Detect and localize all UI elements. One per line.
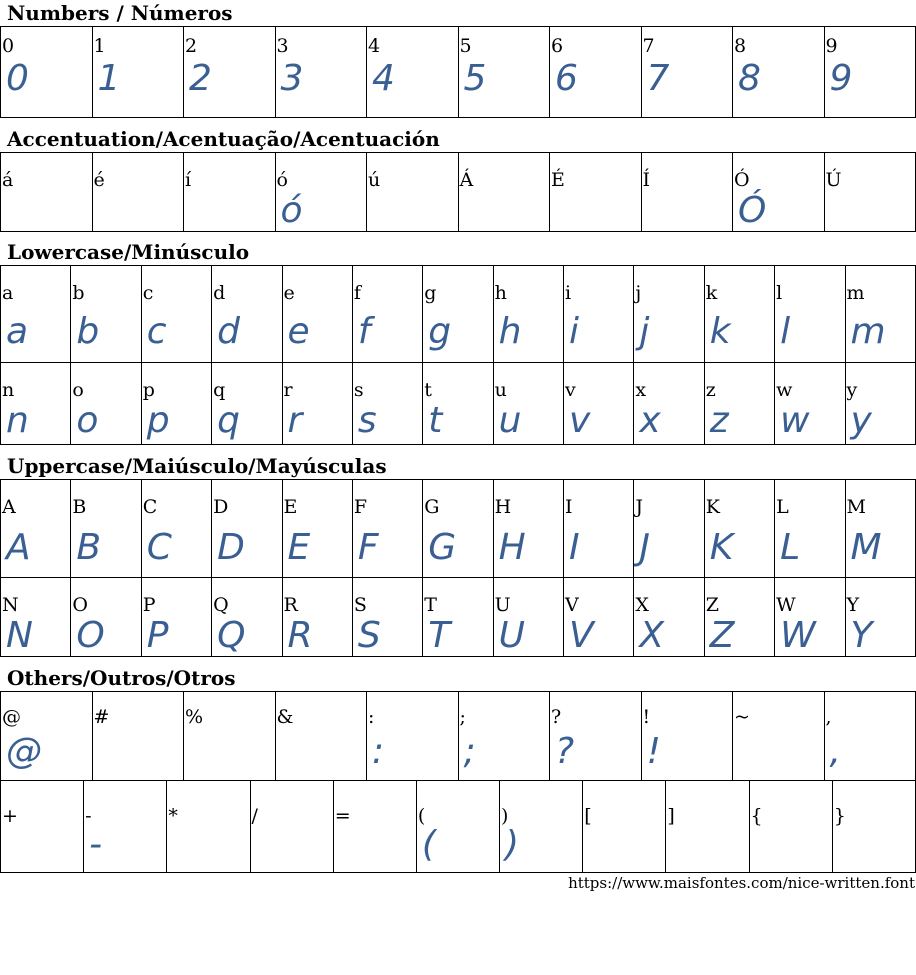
- glyph-sample: M: [850, 527, 882, 568]
- glyph-cell-lowercase-1-0: [1, 363, 71, 445]
- glyph-cell-lowercase-1-8: [564, 363, 634, 445]
- glyph-sample: (: [421, 824, 436, 865]
- glyph-label: 0: [2, 35, 15, 57]
- glyph-cell-uppercase-0-8: [564, 480, 634, 578]
- glyph-cell-uppercase-1-2: [141, 578, 211, 657]
- source-url: https://www.maisfontes.com/nice-written.font: [568, 874, 915, 892]
- glyph-label: ó: [276, 169, 288, 191]
- glyph-label: +: [2, 805, 18, 827]
- glyph-label: u: [494, 379, 507, 401]
- glyph-label: ?: [551, 706, 562, 728]
- glyph-sample: 8: [738, 58, 761, 99]
- glyph-label: Á: [459, 169, 474, 191]
- glyph-cell-lowercase-1-12: [845, 363, 915, 445]
- glyph-sample: a: [6, 311, 29, 352]
- glyph-sample: ó: [280, 190, 303, 231]
- glyph-cell-others-0-8: [733, 692, 825, 781]
- section-title-numbers: Numbers / Números: [7, 1, 233, 25]
- glyph-sample: q: [217, 400, 240, 441]
- glyph-cell-lowercase-1-9: [634, 363, 704, 445]
- glyph-label: h: [494, 282, 507, 304]
- glyph-sample: N: [6, 615, 33, 656]
- glyph-cell-uppercase-0-1: [71, 480, 141, 578]
- glyph-sample: E: [287, 527, 311, 568]
- glyph-label: X: [635, 594, 649, 616]
- glyph-cell-numbers-0-6: [550, 27, 642, 118]
- glyph-cell-others-1-2: [167, 781, 250, 873]
- glyph-label: :: [368, 706, 375, 728]
- glyph-sample: 3: [280, 58, 304, 99]
- glyph-cell-numbers-0-8: [733, 27, 825, 118]
- glyph-cell-lowercase-1-11: [775, 363, 845, 445]
- glyph-sample: Z: [709, 615, 735, 656]
- glyph-label: o: [72, 379, 84, 401]
- glyph-sample: U: [498, 615, 525, 656]
- glyph-sample: @: [6, 731, 42, 772]
- glyph-label: q: [213, 379, 226, 401]
- glyph-label: &: [276, 706, 294, 728]
- glyph-sample: A: [6, 527, 31, 568]
- glyph-label: !: [642, 706, 651, 728]
- glyph-sample: Ó: [738, 190, 767, 231]
- glyph-label: D: [213, 496, 229, 518]
- glyph-label: p: [142, 379, 155, 401]
- glyph-sample: 1: [97, 58, 121, 99]
- glyph-cell-uppercase-1-1: [71, 578, 141, 657]
- glyph-label: (: [417, 805, 426, 827]
- glyph-sample: n: [6, 400, 29, 441]
- glyph-cell-lowercase-0-5: [352, 266, 422, 363]
- glyph-cell-accents-0-8: [733, 153, 825, 232]
- others-grid-2: [0, 780, 916, 873]
- glyph-label: l: [776, 282, 783, 304]
- glyph-cell-others-0-2: [184, 692, 276, 781]
- glyph-sample: r: [287, 400, 303, 441]
- glyph-sample: l: [780, 311, 791, 352]
- glyph-cell-numbers-0-2: [184, 27, 276, 118]
- glyph-cell-others-1-10: [832, 781, 915, 873]
- glyph-cell-lowercase-0-4: [282, 266, 352, 363]
- glyph-cell-uppercase-0-12: [845, 480, 915, 578]
- glyph-sample: k: [709, 311, 731, 352]
- glyph-label: É: [551, 169, 565, 191]
- glyph-cell-uppercase-1-3: [212, 578, 282, 657]
- glyph-cell-others-1-1: [84, 781, 167, 873]
- glyph-cell-others-1-7: [583, 781, 666, 873]
- glyph-label: b: [72, 282, 85, 304]
- glyph-sample: T: [428, 615, 451, 656]
- glyph-cell-lowercase-0-9: [634, 266, 704, 363]
- glyph-cell-numbers-0-9: [824, 27, 916, 118]
- glyph-label: L: [776, 496, 789, 518]
- glyph-cell-lowercase-0-0: [1, 266, 71, 363]
- glyph-label: v: [565, 379, 576, 401]
- glyph-label: c: [142, 282, 154, 304]
- accents-grid: [0, 152, 916, 232]
- glyph-cell-uppercase-0-0: [1, 480, 71, 578]
- glyph-label: %: [185, 706, 204, 728]
- glyph-sample: j: [639, 311, 650, 352]
- glyph-sample: X: [639, 615, 665, 656]
- glyph-label: x: [635, 379, 647, 401]
- glyph-sample: H: [498, 527, 526, 568]
- glyph-cell-uppercase-0-9: [634, 480, 704, 578]
- glyph-sample: W: [780, 615, 816, 656]
- glyph-label: {: [750, 805, 763, 827]
- glyph-sample: C: [146, 527, 172, 568]
- glyph-cell-others-1-3: [250, 781, 333, 873]
- glyph-label: ;: [459, 706, 466, 728]
- glyph-cell-accents-0-1: [92, 153, 184, 232]
- glyph-cell-accents-0-4: [367, 153, 459, 232]
- glyph-label: V: [565, 594, 579, 616]
- glyph-cell-uppercase-1-5: [352, 578, 422, 657]
- glyph-cell-lowercase-1-2: [141, 363, 211, 445]
- glyph-label: g: [424, 282, 437, 304]
- glyph-sample: L: [780, 527, 801, 568]
- glyph-label: I: [565, 496, 573, 518]
- glyph-cell-uppercase-0-5: [352, 480, 422, 578]
- glyph-cell-others-0-6: [550, 692, 642, 781]
- glyph-sample: i: [569, 311, 580, 352]
- glyph-label: C: [142, 496, 158, 518]
- glyph-label: H: [494, 496, 512, 518]
- glyph-label: E: [283, 496, 298, 518]
- glyph-label: 1: [93, 35, 106, 57]
- glyph-label: Q: [213, 594, 229, 616]
- glyph-cell-lowercase-1-3: [212, 363, 282, 445]
- glyph-label: ,: [825, 706, 832, 728]
- glyph-cell-others-0-1: [92, 692, 184, 781]
- glyph-cell-uppercase-1-6: [423, 578, 493, 657]
- glyph-label: T: [424, 594, 437, 616]
- glyph-label: U: [494, 594, 511, 616]
- glyph-sample: ,: [829, 731, 841, 772]
- glyph-cell-uppercase-1-9: [634, 578, 704, 657]
- glyph-label: M: [846, 496, 866, 518]
- glyph-sample: ): [505, 824, 520, 865]
- glyph-cell-lowercase-0-1: [71, 266, 141, 363]
- glyph-cell-others-1-5: [416, 781, 499, 873]
- glyph-label: N: [2, 594, 19, 616]
- glyph-label: d: [213, 282, 226, 304]
- glyph-sample: I: [569, 527, 580, 568]
- glyph-label: Í: [642, 169, 651, 191]
- glyph-label: e: [283, 282, 295, 304]
- glyph-label: /: [251, 805, 258, 827]
- glyph-cell-lowercase-1-7: [493, 363, 563, 445]
- glyph-label: F: [353, 496, 368, 518]
- glyph-sample: z: [709, 400, 729, 441]
- glyph-label: R: [283, 594, 298, 616]
- glyph-label: @: [2, 706, 21, 728]
- glyph-cell-numbers-0-4: [367, 27, 459, 118]
- glyph-sample: ;: [463, 731, 476, 772]
- glyph-label: #: [93, 706, 110, 728]
- glyph-label: 3: [276, 35, 289, 57]
- glyph-cell-others-0-0: [1, 692, 93, 781]
- glyph-label: B: [72, 496, 87, 518]
- glyph-sample: f: [357, 311, 371, 352]
- glyph-cell-accents-0-6: [550, 153, 642, 232]
- glyph-label: 4: [368, 35, 381, 57]
- glyph-label: O: [72, 594, 88, 616]
- glyph-cell-numbers-0-7: [641, 27, 733, 118]
- glyph-label: ~: [734, 706, 750, 728]
- glyph-cell-lowercase-0-10: [704, 266, 774, 363]
- glyph-label: K: [705, 496, 720, 518]
- glyph-cell-lowercase-0-8: [564, 266, 634, 363]
- glyph-sample: h: [498, 311, 522, 352]
- glyph-cell-uppercase-1-0: [1, 578, 71, 657]
- glyph-label: t: [424, 379, 432, 401]
- glyph-cell-others-0-4: [367, 692, 459, 781]
- glyph-cell-others-0-9: [824, 692, 916, 781]
- glyph-cell-uppercase-0-4: [282, 480, 352, 578]
- glyph-cell-lowercase-0-2: [141, 266, 211, 363]
- glyph-sample: t: [428, 400, 443, 441]
- glyph-cell-others-1-4: [333, 781, 416, 873]
- glyph-label: Ú: [825, 169, 842, 191]
- glyph-label: G: [424, 496, 440, 518]
- glyph-sample: J: [639, 527, 650, 568]
- glyph-cell-accents-0-9: [824, 153, 916, 232]
- glyph-label: -: [85, 805, 92, 827]
- glyph-label: =: [334, 805, 351, 827]
- glyph-cell-others-1-0: [1, 781, 84, 873]
- glyph-label: j: [635, 282, 642, 304]
- glyph-label: ú: [368, 169, 381, 191]
- glyph-cell-others-0-7: [641, 692, 733, 781]
- glyph-sample: K: [709, 527, 734, 568]
- glyph-cell-uppercase-0-10: [704, 480, 774, 578]
- glyph-cell-lowercase-1-5: [352, 363, 422, 445]
- glyph-sample: o: [76, 400, 99, 441]
- glyph-cell-uppercase-1-8: [564, 578, 634, 657]
- glyph-sample: 6: [555, 58, 578, 99]
- glyph-sample: F: [357, 527, 379, 568]
- glyph-sample: e: [287, 311, 310, 352]
- glyph-sample: g: [428, 311, 452, 352]
- glyph-cell-lowercase-0-7: [493, 266, 563, 363]
- glyph-sample: m: [850, 311, 886, 352]
- glyph-sample: -: [89, 824, 103, 865]
- glyph-cell-uppercase-1-10: [704, 578, 774, 657]
- uppercase-grid: [0, 479, 916, 657]
- glyph-label: n: [2, 379, 15, 401]
- glyph-sample: D: [217, 527, 245, 568]
- section-title-lowercase: Lowercase/Minúsculo: [7, 240, 250, 264]
- glyph-sample: G: [428, 527, 457, 568]
- glyph-sample: c: [146, 311, 167, 352]
- glyph-cell-numbers-0-5: [458, 27, 550, 118]
- glyph-cell-uppercase-0-3: [212, 480, 282, 578]
- glyph-sample: x: [639, 400, 661, 441]
- glyph-cell-others-0-5: [458, 692, 550, 781]
- glyph-sample: B: [76, 527, 102, 568]
- glyph-sample: v: [569, 400, 591, 441]
- numbers-grid: [0, 26, 916, 118]
- glyph-label: }: [833, 805, 846, 827]
- glyph-label: S: [353, 594, 367, 616]
- glyph-cell-accents-0-3: [275, 153, 367, 232]
- glyph-label: i: [565, 282, 572, 304]
- section-title-accents: Accentuation/Acentuação/Acentuación: [7, 127, 440, 151]
- lowercase-grid: [0, 265, 916, 445]
- glyph-cell-uppercase-1-11: [775, 578, 845, 657]
- glyph-cell-lowercase-1-4: [282, 363, 352, 445]
- glyph-cell-uppercase-0-11: [775, 480, 845, 578]
- glyph-cell-numbers-0-1: [92, 27, 184, 118]
- glyph-cell-numbers-0-3: [275, 27, 367, 118]
- glyph-label: z: [705, 379, 716, 401]
- glyph-label: Ó: [734, 169, 750, 191]
- glyph-label: 2: [185, 35, 198, 57]
- glyph-label: a: [2, 282, 14, 304]
- glyph-sample: s: [357, 400, 377, 441]
- glyph-label: k: [705, 282, 718, 304]
- glyph-sample: 2: [189, 58, 212, 99]
- glyph-cell-lowercase-0-6: [423, 266, 493, 363]
- glyph-label: r: [283, 379, 293, 401]
- glyph-cell-lowercase-1-6: [423, 363, 493, 445]
- glyph-label: A: [2, 496, 16, 518]
- glyph-label: 5: [459, 35, 472, 57]
- glyph-cell-uppercase-0-2: [141, 480, 211, 578]
- glyph-sample: O: [76, 615, 105, 656]
- glyph-cell-uppercase-1-7: [493, 578, 563, 657]
- glyph-cell-lowercase-1-1: [71, 363, 141, 445]
- glyph-label: 6: [551, 35, 564, 57]
- glyph-sample: Q: [217, 615, 246, 656]
- glyph-sample: :: [372, 731, 385, 772]
- glyph-cell-lowercase-0-12: [845, 266, 915, 363]
- glyph-sample: 7: [646, 58, 670, 99]
- glyph-label: 8: [734, 35, 747, 57]
- glyph-sample: b: [76, 311, 100, 352]
- glyph-sample: !: [646, 731, 661, 772]
- glyph-label: é: [93, 169, 105, 191]
- glyph-label: s: [353, 379, 364, 401]
- glyph-label: Z: [705, 594, 719, 616]
- glyph-label: Y: [846, 594, 860, 616]
- glyph-cell-uppercase-1-4: [282, 578, 352, 657]
- glyph-cell-uppercase-1-12: [845, 578, 915, 657]
- glyph-label: í: [185, 169, 192, 191]
- glyph-sample: w: [780, 400, 810, 441]
- glyph-label: 9: [825, 35, 838, 57]
- glyph-label: f: [353, 282, 361, 304]
- glyph-cell-lowercase-0-3: [212, 266, 282, 363]
- glyph-label: 7: [642, 35, 655, 57]
- glyph-label: w: [776, 379, 793, 401]
- glyph-sample: V: [569, 615, 594, 656]
- glyph-label: P: [142, 594, 156, 616]
- others-grid-1: [0, 691, 916, 781]
- glyph-sample: 0: [6, 58, 29, 99]
- glyph-sample: 9: [829, 58, 853, 99]
- glyph-sample: P: [146, 615, 169, 656]
- glyph-cell-accents-0-7: [641, 153, 733, 232]
- glyph-cell-lowercase-1-10: [704, 363, 774, 445]
- glyph-sample: ?: [555, 731, 575, 772]
- glyph-label: *: [168, 805, 178, 827]
- glyph-cell-accents-0-2: [184, 153, 276, 232]
- glyph-label: J: [635, 496, 643, 518]
- glyph-cell-accents-0-5: [458, 153, 550, 232]
- glyph-label: á: [2, 169, 14, 191]
- glyph-sample: y: [850, 400, 872, 441]
- glyph-sample: 5: [463, 58, 487, 99]
- glyph-cell-numbers-0-0: [1, 27, 93, 118]
- glyph-sample: S: [357, 615, 381, 656]
- glyph-cell-uppercase-0-7: [493, 480, 563, 578]
- glyph-label: y: [846, 379, 858, 401]
- glyph-sample: R: [287, 615, 313, 656]
- glyph-sample: u: [498, 400, 522, 441]
- section-title-uppercase: Uppercase/Maiúsculo/Mayúsculas: [7, 454, 387, 478]
- glyph-label: ]: [667, 805, 675, 827]
- glyph-cell-others-0-3: [275, 692, 367, 781]
- glyph-label: [: [584, 805, 592, 827]
- glyph-sample: p: [146, 400, 170, 441]
- glyph-cell-uppercase-0-6: [423, 480, 493, 578]
- glyph-label: ): [501, 805, 509, 827]
- glyph-cell-lowercase-0-11: [775, 266, 845, 363]
- glyph-sample: Y: [850, 615, 873, 656]
- glyph-label: m: [846, 282, 865, 304]
- glyph-cell-others-1-6: [500, 781, 583, 873]
- glyph-label: W: [776, 594, 796, 616]
- glyph-cell-others-1-8: [666, 781, 749, 873]
- glyph-sample: d: [217, 311, 240, 352]
- section-title-others: Others/Outros/Otros: [7, 666, 236, 690]
- glyph-sample: 4: [372, 58, 395, 99]
- glyph-cell-accents-0-0: [1, 153, 93, 232]
- glyph-cell-others-1-9: [749, 781, 832, 873]
